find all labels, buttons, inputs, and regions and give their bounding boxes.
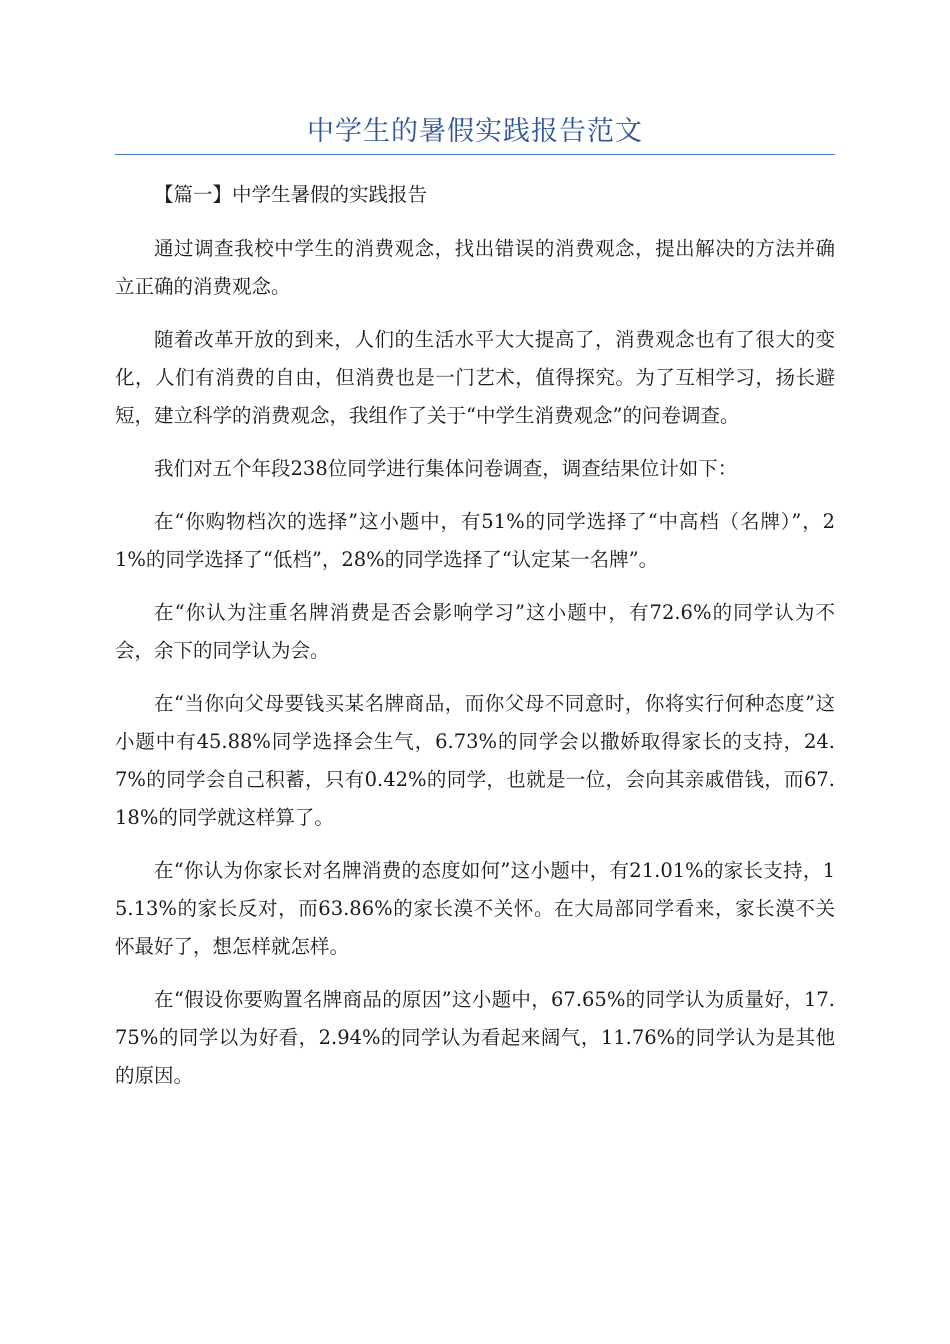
- document-title: 中学生的暑假实践报告范文: [307, 116, 643, 147]
- paragraph: 在“你认为你家长对名牌消费的态度如何”这小题中，有21.01%的家长支持，15.13%的家长反对，而63.86%的家长漠不关怀。在大局部同学看来，家长漠不关怀最好了，想怎样就怎样。: [115, 859, 835, 958]
- title-underline: [115, 154, 835, 155]
- section-heading: 【篇一】中学生暑假的实践报告: [154, 183, 428, 206]
- paragraph: 随着改革开放的到来，人们的生活水平大大提高了，消费观念也有了很大的变化，人们有消费的自由，但消费也是一门艺术，值得探究。为了互相学习，扬长避短，建立科学的消费观念，我组作了关于“中学生消费观念”的问卷调查。: [115, 328, 835, 427]
- document-body: [115, 176, 835, 1110]
- paragraph: 在“你认为注重名牌消费是否会影响学习”这小题中，有72.6%的同学认为不会，余下的同学认为会。: [115, 601, 835, 662]
- paragraph: 我们对五个年段238位同学进行集体问卷调查，调查结果位计如下：: [154, 457, 738, 480]
- paragraph: 在“你购物档次的选择”这小题中，有51%的同学选择了“中高档（名牌）”，21%的同学选择了“低档”，28%的同学选择了“认定某一名牌”。: [115, 510, 835, 571]
- paragraph: 在“假设你要购置名牌商品的原因”这小题中，67.65%的同学认为质量好，17.75%的同学以为好看，2.94%的同学认为看起来阔气，11.76%的同学认为是其他的原因。: [115, 988, 835, 1087]
- paragraph: 在“当你向父母要钱买某名牌商品，而你父母不同意时，你将实行何种态度”这小题中有45.88%同学选择会生气，6.73%的同学会以撒娇取得家长的支持，24.7%的同学会自己积蓄，只有0.42%的同学，也就是一位，会向其亲戚借钱，而67.18%的同学就这样算了。: [115, 692, 835, 829]
- paragraph: 通过调查我校中学生的消费观念，找出错误的消费观念，提出解决的方法并确立正确的消费观念。: [115, 237, 835, 298]
